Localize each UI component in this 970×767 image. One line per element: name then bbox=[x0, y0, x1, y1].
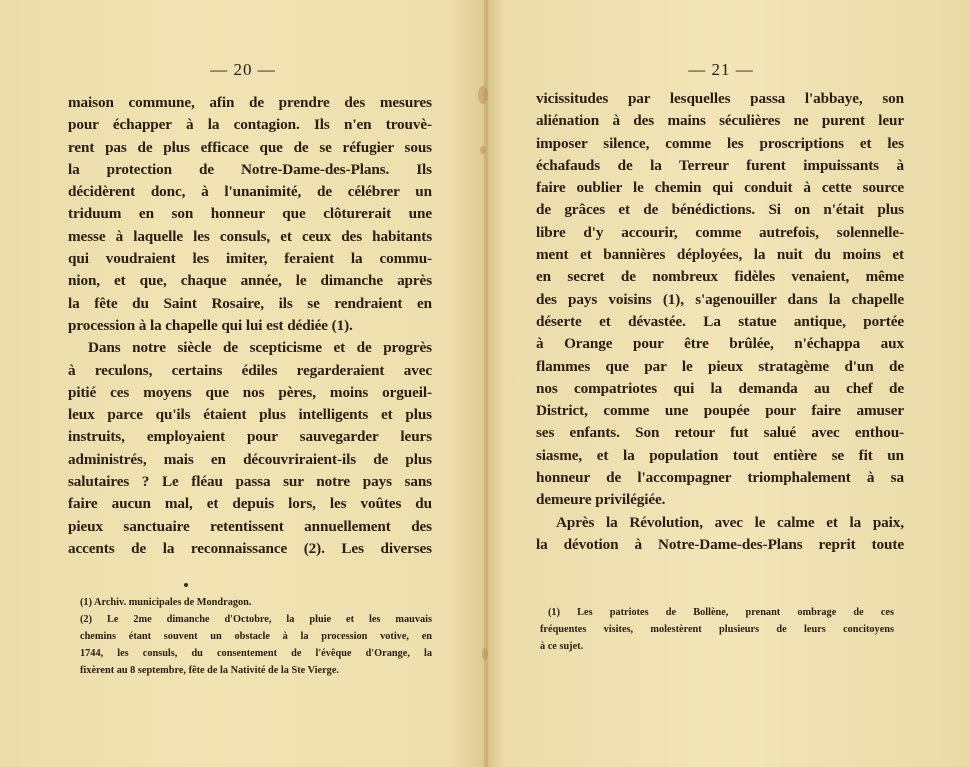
footnote-line: (1) Les patriotes de Bollène, prenant ombrage de ces bbox=[548, 607, 894, 618]
footnote-line: chemins étant souvent un obstacle à la procession votive, en bbox=[80, 631, 432, 642]
text-line: demeure privilégiée. bbox=[536, 491, 666, 509]
text-line: procession à la chapelle qui lui est dédiée (1). bbox=[68, 316, 353, 334]
text-line: ses enfants. Son retour fut salué avec enthou- bbox=[536, 424, 904, 442]
text-line: faire oublier le chemin qui conduit à cette source bbox=[536, 179, 904, 197]
text-line: honneur de l'accompagner triomphalement à sa bbox=[536, 469, 904, 487]
text-line: nos compatriotes qui la demanda au chef de bbox=[536, 379, 904, 397]
text-line: nion, et que, chaque année, le dimanche après bbox=[68, 272, 432, 290]
text-line: siasme, et la population tout entière se fit un bbox=[536, 446, 904, 464]
text-line: accents de la reconnaissance (2). Les diverses bbox=[68, 539, 432, 557]
page-number: — 20 — bbox=[210, 60, 276, 79]
text-line: de grâces et de bénédictions. Si on n'était plus bbox=[536, 201, 904, 219]
text-line: aliénation à des mains séculières ne purent leur bbox=[536, 112, 904, 130]
text-line: administrés, mais en découvriraient-ils de plus bbox=[68, 450, 432, 468]
text-line: instruits, employaient pour sauvegarder leurs bbox=[68, 428, 432, 446]
footnote-line: (2) Le 2me dimanche d'Octobre, la pluie et les mauvais bbox=[80, 614, 432, 625]
text-line: District, comme une poupée pour faire amuser bbox=[536, 402, 904, 420]
text-line: la dévotion à Notre-Dame-des-Plans reprit toute bbox=[536, 535, 904, 553]
text-line: pieux sanctuaire retentissent annuellement des bbox=[68, 517, 432, 535]
text-line: des pays voisins (1), s'agenouiller dans la chapelle bbox=[536, 290, 904, 308]
text-line: à Orange pour être brûlée, n'échappa aux bbox=[536, 335, 904, 353]
text-line: maison commune, afin de prendre des mesures bbox=[68, 94, 432, 111]
text-line: à reculons, certains édiles regarderaient avec bbox=[68, 361, 432, 379]
footnote-line: fixèrent au 8 septembre, fête de la Nativité de la Ste Vierge. bbox=[80, 665, 339, 676]
text-line: triduum en son honneur que clôturerait une bbox=[68, 205, 432, 223]
right-page bbox=[488, 0, 970, 767]
text-line: libre d'y accourir, comme autrefois, solennelle- bbox=[536, 223, 904, 241]
footnote-separator bbox=[184, 583, 188, 587]
text-line: leux parce qu'ils étaient plus intelligents et plus bbox=[68, 406, 432, 424]
page-body-text bbox=[68, 92, 432, 560]
text-line: Après la Révolution, avec le calme et la paix, bbox=[556, 513, 904, 531]
text-line: messe à laquelle les consuls, et ceux des habitants bbox=[68, 227, 432, 245]
footnote-line: à ce sujet. bbox=[540, 641, 584, 652]
text-line: décidèrent donc, à l'unanimité, de célébrer un bbox=[68, 183, 432, 201]
text-line: qui voudraient les imiter, feraient la commu- bbox=[68, 250, 432, 268]
text-line: la protection de Notre-Dame-des-Plans. Ils bbox=[68, 160, 432, 178]
footnote-line: 1744, les consuls, du consentement de l'évêque d'Orange, la bbox=[80, 648, 432, 659]
text-line: vicissitudes par lesquelles passa l'abbaye, son bbox=[536, 90, 904, 107]
text-line: pour échapper à la contagion. Ils n'en trouvè- bbox=[68, 116, 432, 134]
footnote-line: (1) Archiv. municipales de Mondragon. bbox=[80, 597, 252, 608]
page-body-text bbox=[536, 88, 904, 556]
page-number: — 21 — bbox=[688, 60, 754, 79]
text-line: faire aucun mal, et depuis lors, les voûtes du bbox=[68, 495, 432, 513]
footnotes bbox=[80, 594, 432, 679]
text-line: déserte et dévastée. La statue antique, portée bbox=[536, 312, 904, 330]
text-line: Dans notre siècle de scepticisme et de progrès bbox=[88, 339, 432, 357]
text-line: la fête du Saint Rosaire, ils se rendraient en bbox=[68, 294, 432, 312]
text-line: imposer silence, comme les proscriptions et les bbox=[536, 134, 904, 152]
text-line: rent pas de plus efficace que de se réfugier sous bbox=[68, 138, 432, 156]
text-line: pitié ces moyens que nos pères, moins orgueil- bbox=[68, 383, 432, 401]
footnotes bbox=[540, 604, 894, 655]
text-line: flammes que par le pieux stratagème d'un de bbox=[536, 357, 904, 375]
footnote-line: fréquentes visites, molestèrent plusieurs de leurs concitoyens bbox=[540, 624, 894, 635]
text-line: salutaires ? Le fléau passa sur notre pays sans bbox=[68, 473, 432, 491]
text-line: échafauds de la Terreur furent impuissants à bbox=[536, 156, 904, 174]
text-line: ment et bannières déployées, la nuit du moins et bbox=[536, 246, 904, 264]
text-line: en secret de nombreux fidèles venaient, même bbox=[536, 268, 904, 286]
